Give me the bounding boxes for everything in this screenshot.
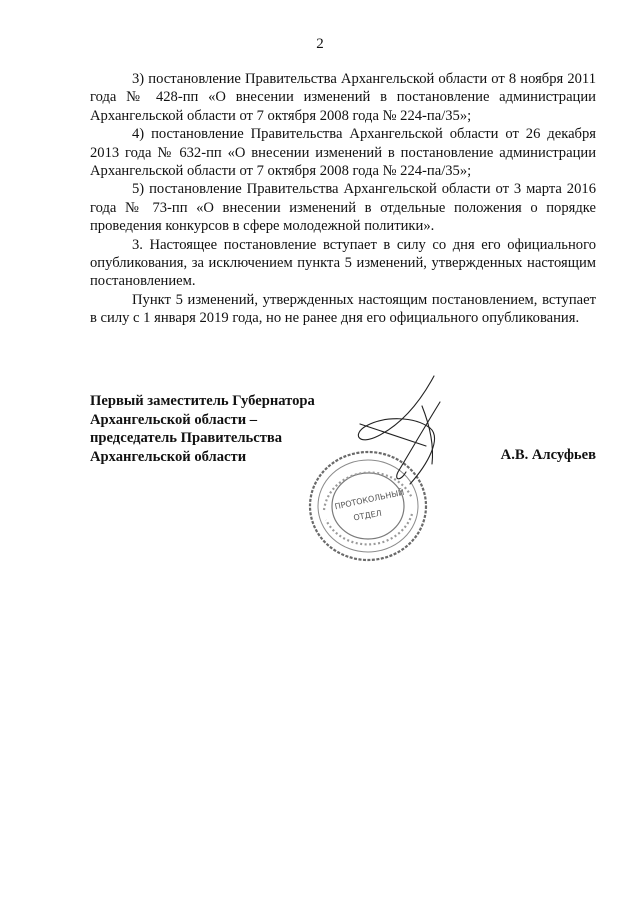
stamp-inner-line2: ОТДЕЛ: [352, 508, 383, 523]
signatory-position: [90, 392, 315, 466]
position-line: Первый заместитель Губернатора: [90, 393, 315, 409]
position-line: председатель Правительства: [90, 430, 283, 447]
paragraph-item-5: 5) постановление Правительства Архангельской области от 3 марта 2016 года № 73-пп «О внесении изменений в отдельные положения о порядке проведения конкурсов в сфере молодежной политики».: [90, 181, 596, 235]
paragraph-item-3: 3) постановление Правительства Архангельской области от 8 ноября 2011 года № 428-пп «О внесении изменений в постановление администрации Архангельской области от 7 октября 2008 года № 224-па/35»;: [90, 71, 596, 124]
paragraph-point-5-note: Пункт 5 изменений, утвержденных настоящим постановлением, вступает в силу с 1 января 2019 года, но не ранее дня его официального опубликования.: [90, 291, 596, 327]
position-line: Архангельской области –: [90, 411, 258, 428]
stamp-inner-line1: ПРОТОКОЛЬНЫЙ: [333, 487, 406, 512]
position-line: Архангельской области: [90, 448, 247, 465]
paragraph-point-3: 3. Настоящее постановление вступает в силу со дня его официального опубликования, за исключением пункта 5 изменений, утвержденных настоящим постановлением.: [90, 236, 596, 290]
paragraph-item-4: 4) постановление Правительства Архангельской области от 26 декабря 2013 года № 632-пп «О внесении изменений в постановление администрации Архангельской области от 7 октября 2008 года № 224-па/35»;: [90, 126, 596, 180]
page-number: 2: [316, 36, 324, 52]
signatory-name: А.В. Алсуфьев: [500, 447, 596, 463]
document-body: [90, 70, 596, 328]
handwritten-signature: [350, 372, 450, 500]
